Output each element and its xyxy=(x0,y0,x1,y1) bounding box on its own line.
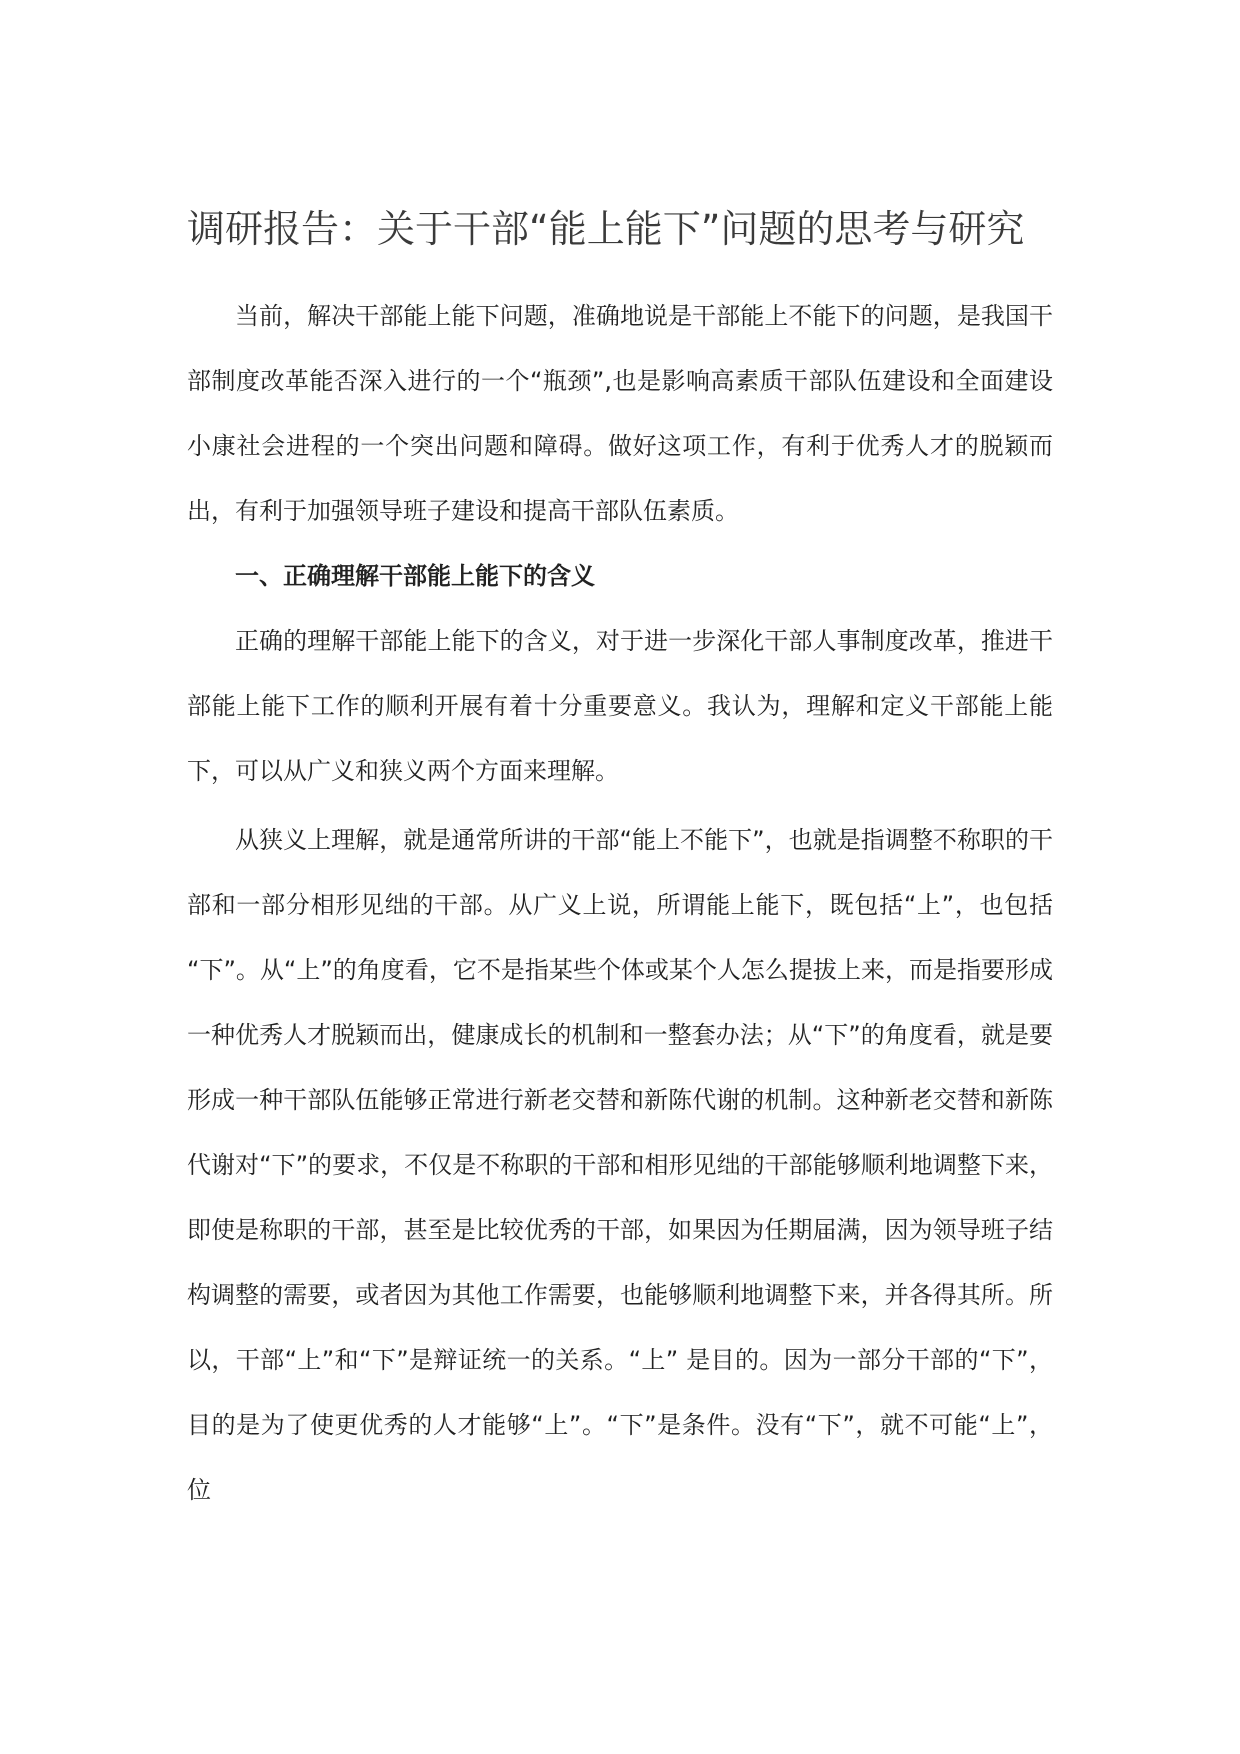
section-heading: 一、正确理解干部能上能下的含义 xyxy=(235,562,595,590)
document-body xyxy=(187,284,1053,804)
document-title: 调研报告：关于干部“能上能下”问题的思考与研究 xyxy=(187,207,1025,251)
definition-paragraph: 正确的理解干部能上能下的含义，对于进一步深化干部人事制度改革，推进干部能上能下工作的顺利开展有着十分重要意义。我认为，理解和定义干部能上能下，可以从广义和狭义两个方面来理解。 xyxy=(187,627,1053,785)
document-body-continued xyxy=(187,808,1053,1523)
narrow-broad-paragraph: 从狭义上理解，就是通常所讲的干部“能上不能下”，也就是指调整不称职的干部和一部分相形见绌的干部。从广义上说，所谓能上能下，既包括“上”，也包括 “下”。从“上”的角度看，它不是指某些个体或某个人怎么提拔上来，而是指要形成一种优秀人才脱颖而出，健康成长的机制和一整套办法；从“下”的角度看，就是要形成一种干部队伍能够正常进行新老交替和新陈代谢的机制。这种新老交替和新陈代谢对“下”的要求，不仅是不称职的干部和相形见绌的干部能够顺利地调整下来，即使是称职的干部，甚至是比较优秀的干部，如果因为任期届满，因为领导班子结构调整的需要，或者因为其他工作需要，也能够顺利地调整下来，并各得其所。所以，干部“上”和“下”是辩证统一的关系。“上” 是目的。因为一部分干部的“下”，目的是为了使更优秀的人才能够“上”。“下”是条件。没有“下”，就不可能“上”，位 xyxy=(187,826,1053,1504)
intro-paragraph: 当前，解决干部能上能下问题，准确地说是干部能上不能下的问题，是我国干部制度改革能否深入进行的一个“瓶颈”,也是影响高素质干部队伍建设和全面建设小康社会进程的一个突出问题和障碍。做好这项工作，有利于优秀人才的脱颖而出，有利于加强领导班子建设和提高干部队伍素质。 xyxy=(187,302,1053,525)
